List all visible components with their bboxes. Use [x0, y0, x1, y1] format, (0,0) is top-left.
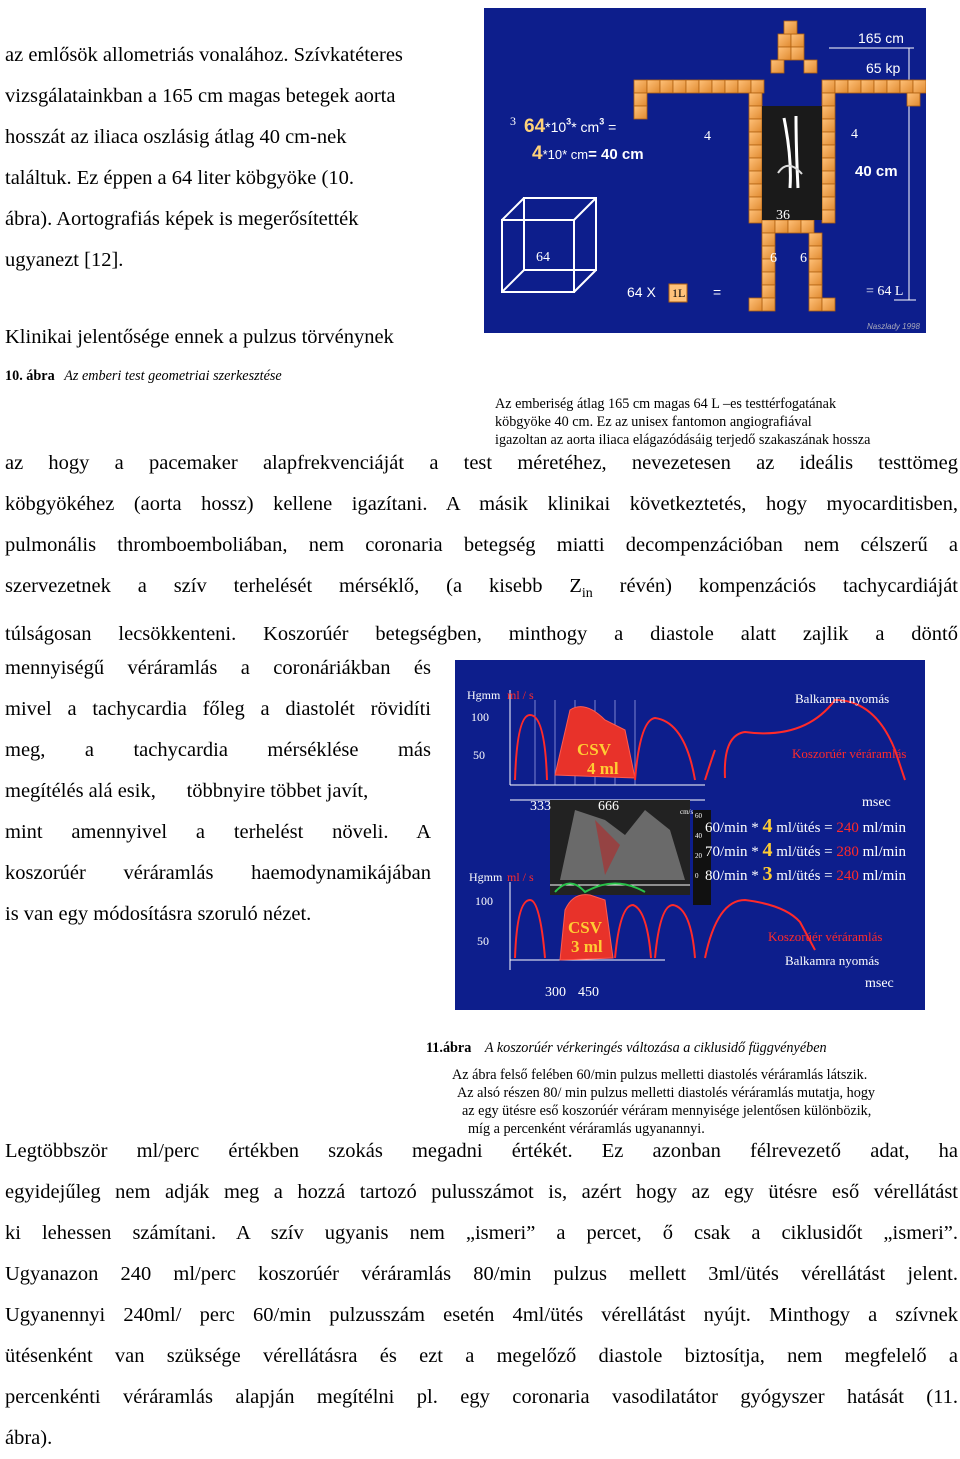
body-block: [647, 80, 660, 93]
body-block: [749, 184, 762, 197]
intro-paragraph: [5, 35, 465, 281]
body-block: [804, 60, 817, 73]
section-heading: Klinikai jelentősége ennek a pulzus törvénynek: [5, 326, 394, 348]
unit-box-label: 1L: [672, 286, 686, 300]
body-block: [848, 80, 861, 93]
text-line: megítélés alá esik, többnyire többet javít,: [5, 780, 369, 802]
calc-row-60: [705, 815, 906, 838]
credit-label: Naszlady 1998: [867, 322, 920, 331]
body-block: [749, 171, 762, 184]
text-line: koszorúér véráramlás haemodynamikájában: [5, 862, 431, 884]
body-block: [887, 80, 900, 93]
wire-cube: [502, 198, 596, 292]
paragraph-2: [5, 1131, 958, 1459]
bottom-flow-legend: Koszorúér véráramlás: [768, 929, 883, 944]
body-block: [822, 184, 835, 197]
text-line: ki lehessen számítani. A szív ugyanis nem „ismeri” a percet, ő csak a ciklusidőt „ismeri”.: [5, 1222, 958, 1244]
body-block: [822, 197, 835, 210]
body-block: [634, 93, 647, 106]
top-flow-legend: Koszorúér véráramlás: [792, 746, 907, 761]
hip-count: 36: [776, 208, 790, 223]
stroke-volume: 3: [762, 863, 773, 885]
height-label: 165 cm: [858, 30, 904, 46]
figure-11-note: [452, 1066, 932, 1138]
text-line: mint amennyivel a terhelést növeli. A: [5, 821, 431, 843]
tick-333: 333: [530, 799, 551, 814]
flow-value: 280: [836, 844, 859, 860]
top-axis-mls: ml / s: [507, 688, 534, 702]
bottom-msec: msec: [865, 976, 894, 991]
top-axis-hgmm: Hgmm: [467, 688, 501, 702]
top-pressure-legend: Balkamra nyomás: [795, 691, 890, 706]
text-line: meg, a tachycardia mérséklése más: [5, 739, 431, 761]
body-block: [749, 145, 762, 158]
body-block: [749, 132, 762, 145]
body-block: [762, 285, 775, 298]
note-line: Az emberiség átlag 165 cm magas 64 L –es testtérfogatának: [495, 396, 837, 412]
figure-10-caption-text: Az emberi test geometriai szerkesztése: [64, 368, 282, 384]
body-block: [809, 233, 822, 246]
note-line: igazoltan az aorta iliaca elágazódásáig terjedő szakaszának hossza: [495, 432, 871, 448]
per-beat-text: ml/ütés =: [772, 820, 837, 836]
per-beat-text: ml/ütés =: [772, 844, 837, 860]
body-block: [660, 80, 673, 93]
formula-exp: 3: [566, 116, 572, 127]
figure-10-caption: [5, 368, 282, 385]
formula-eq: =: [604, 119, 617, 135]
body-block: [822, 106, 835, 119]
flow-value: 240: [836, 820, 859, 836]
figure-10-body-geometry: [484, 8, 926, 333]
body-block: [749, 119, 762, 132]
figure-11-caption-text: A koszorúér vérkeringés változása a ciklusidő függvényében: [484, 1040, 827, 1056]
text-line: mennyiségű véráramlás a coronáriákban és: [5, 657, 431, 679]
bottom-csv-volume: 3 ml: [571, 937, 603, 956]
body-block: [749, 106, 762, 119]
formula-line-1: [524, 116, 616, 138]
unit-text: ml/min: [858, 820, 906, 836]
figure-10-note: [495, 395, 925, 449]
top-tick-100: 100: [471, 710, 489, 724]
body-block: [822, 210, 835, 223]
body-block: [751, 80, 764, 93]
text-line: találtuk. Ez éppen a 64 liter köbgyöke (10.: [5, 167, 354, 189]
text-line: Ugyanazon 240 ml/perc koszorúér véráramlás 80/min pulzus mellett 3ml/ütés vérellátást jelent.: [5, 1263, 958, 1285]
text-line: egyidejűleg nem adják meg a hozzá tartozó pulusszámot is, azért hogy az egy ütésre eső vérellátást: [5, 1181, 958, 1203]
body-block: [699, 80, 712, 93]
body-block: [634, 106, 647, 119]
arm-right-count: 4: [851, 127, 858, 142]
body-block: [861, 80, 874, 93]
leg-left-count: 6: [770, 251, 777, 266]
text-line: percenkénti véráramlás alapján megítélni pl. egy coronaria vasodilatátor gyógyszer hatását (11.: [5, 1386, 958, 1408]
text-line: túlságosan lecsökkenteni. Koszorúér betegségben, minthogy a diastole alatt zajlik a döntő: [5, 623, 958, 646]
leg-right-count: 6: [800, 251, 807, 266]
body-block: [778, 34, 791, 47]
body-block: [784, 21, 797, 34]
line-part: révén) kompenzációs tachycardiáját: [592, 575, 958, 597]
top-msec: msec: [862, 795, 891, 810]
body-block: [900, 80, 913, 93]
text-line: ábra). Aortografiás képek is megerősítették: [5, 208, 359, 230]
body-block: [822, 132, 835, 145]
body-block: [738, 80, 751, 93]
body-block: [749, 197, 762, 210]
body-block: [809, 272, 822, 285]
tick-300: 300: [545, 985, 566, 1000]
figure-11-caption: [426, 1040, 827, 1057]
text-line: Legtöbbször ml/perc értékben szokás megadni értékét. Ez azonban félrevezető adat, ha: [5, 1140, 958, 1162]
body-block: [749, 210, 762, 223]
doppler-0: 0: [695, 872, 699, 880]
top-csv-label: CSV: [577, 740, 612, 759]
paragraph-1-narrow: [5, 648, 431, 935]
unit-text: ml/min: [858, 868, 906, 884]
stroke-volume: 4: [762, 815, 773, 837]
arm-left-count: 4: [704, 129, 711, 144]
body-block: [791, 34, 804, 47]
body-block: [907, 93, 920, 106]
weight-label: 65 kp: [866, 60, 901, 76]
body-block: [822, 145, 835, 158]
tick-666: 666: [598, 799, 619, 814]
formula-64: 64: [524, 116, 546, 137]
formula-4: 4: [532, 143, 543, 164]
formula-10b: *10: [542, 147, 563, 162]
bottom-axis-mls: ml / s: [507, 870, 534, 884]
text-line: az hogy a pacemaker alapfrekvenciáját a test méretéhez, nevezetesen az ideális testtömeg: [5, 452, 958, 474]
tick-450: 450: [578, 985, 599, 1000]
body-block: [712, 80, 725, 93]
note-line: Az ábra felső felében 60/min pulzus melletti diastolés véráramlás látszik.: [452, 1067, 868, 1083]
body-block: [762, 272, 775, 285]
body-block: [686, 80, 699, 93]
body-block: [822, 171, 835, 184]
equals-label: =: [713, 284, 722, 300]
root-index: 3: [510, 114, 516, 128]
bottom-tick-100: 100: [475, 894, 493, 908]
body-block: [809, 259, 822, 272]
note-line: Az alsó részen 80/ min pulzus melletti diastolés véráramlás mutatja, hogy: [457, 1085, 876, 1101]
formula-cm: * cm: [571, 119, 600, 135]
body-block: [801, 220, 814, 233]
body-block: [822, 119, 835, 132]
formula-cmb: * cm: [562, 147, 589, 162]
text-line: vizsgálatainkban a 165 cm magas betegek aorta: [5, 85, 396, 107]
formula-result: = 40 cm: [588, 146, 644, 163]
formula-line-2: [532, 143, 644, 165]
bottom-csv-label: CSV: [568, 918, 603, 937]
body-block: [809, 285, 822, 298]
body-block: [762, 298, 775, 311]
doppler-unit: cm/s: [680, 808, 694, 816]
text-line: hosszát az iliaca oszlásig átlag 40 cm-nek: [5, 126, 347, 148]
line-part: szervezetnek a szív terhelését mérséklő, (a kisebb Z: [5, 575, 582, 597]
rate-text: 60/min *: [705, 820, 763, 836]
bottom-pressure-legend: Balkamra nyomás: [785, 953, 880, 968]
note-line: míg a percenként véráramlás ugyanannyi.: [468, 1121, 705, 1137]
result-label: = 64 L: [866, 284, 904, 299]
cube-label: 64: [536, 250, 550, 265]
body-block: [822, 80, 835, 93]
calc-row-70: [705, 839, 906, 862]
per-beat-text: ml/ütés =: [772, 868, 837, 884]
body-block: [771, 60, 784, 73]
body-block: [913, 80, 926, 93]
text-line: köbgyökéhez (aorta hossz) kellene igazítani. A másik klinikai következtetés, hogy myocarditisben,: [5, 493, 958, 515]
unit-text: ml/min: [858, 844, 906, 860]
figure-10-caption-label: 10. ábra: [5, 368, 55, 384]
top-tick-50: 50: [473, 748, 485, 762]
bottom-tick-50: 50: [477, 934, 489, 948]
bottom-axis-hgmm: Hgmm: [469, 870, 503, 884]
text-line: az emlősök allometriás vonalához. Szívkatéteres: [5, 44, 403, 66]
text-line: ugyanezt [12].: [5, 249, 124, 271]
body-block: [822, 158, 835, 171]
text-line: is van egy módosításra szoruló nézet.: [5, 903, 312, 925]
body-block: [809, 298, 822, 311]
body-block: [634, 80, 647, 93]
text-line: mivel a tachycardia főleg a diastolét rövidíti: [5, 698, 431, 720]
subscript-in: in: [581, 586, 593, 602]
body-block: [749, 158, 762, 171]
body-block: [809, 246, 822, 259]
body-block: [822, 93, 835, 106]
multiply-label: 64 X: [627, 284, 656, 300]
doppler-40: 40: [695, 832, 702, 840]
body-block: [874, 80, 887, 93]
flow-value: 240: [836, 868, 859, 884]
text-line: [5, 566, 958, 614]
note-line: köbgyöke 40 cm. Ez az unisex fantomon angiografiával: [495, 414, 812, 430]
top-csv-volume: 4 ml: [587, 759, 619, 778]
text-line: ütésenként van szüksége vérellátásra és ezt a megelőző diastole biztosítja, nem megfelelő a: [5, 1345, 958, 1367]
body-block: [778, 47, 791, 60]
formula-exp2: 3: [599, 116, 605, 127]
body-block: [749, 93, 762, 106]
body-block: [673, 80, 686, 93]
figure-11-coronary-flow: [455, 660, 925, 1010]
doppler-60: 60: [695, 812, 702, 820]
torso-length: 40 cm: [855, 163, 898, 180]
body-block: [749, 298, 762, 311]
paragraph-1: [5, 443, 958, 655]
rate-text: 80/min *: [705, 868, 763, 884]
text-line: pulmonális thromboemboliában, nem coronaria betegség miatti decompenzációban nem célszerű a: [5, 534, 958, 556]
formula-10: *10: [545, 119, 567, 135]
body-block: [762, 233, 775, 246]
text-line: ábra).: [5, 1427, 53, 1449]
text-line: Ugyanennyi 240ml/ perc 60/min pulzusszám esetén 4ml/ütés vérellátást nyújt. Minthogy a szívnek: [5, 1304, 958, 1326]
doppler-20: 20: [695, 852, 702, 860]
body-block: [725, 80, 738, 93]
figure-11-caption-label: 11.ábra: [426, 1040, 472, 1056]
body-block: [835, 80, 848, 93]
rate-text: 70/min *: [705, 844, 763, 860]
stroke-volume: 4: [762, 839, 773, 861]
body-block: [762, 220, 775, 233]
body-block: [791, 47, 804, 60]
note-line: az egy ütésre eső koszorúér véráram mennyisége jelentősen különbözik,: [462, 1103, 872, 1119]
calc-row-80: [705, 863, 906, 886]
body-block: [822, 298, 835, 311]
